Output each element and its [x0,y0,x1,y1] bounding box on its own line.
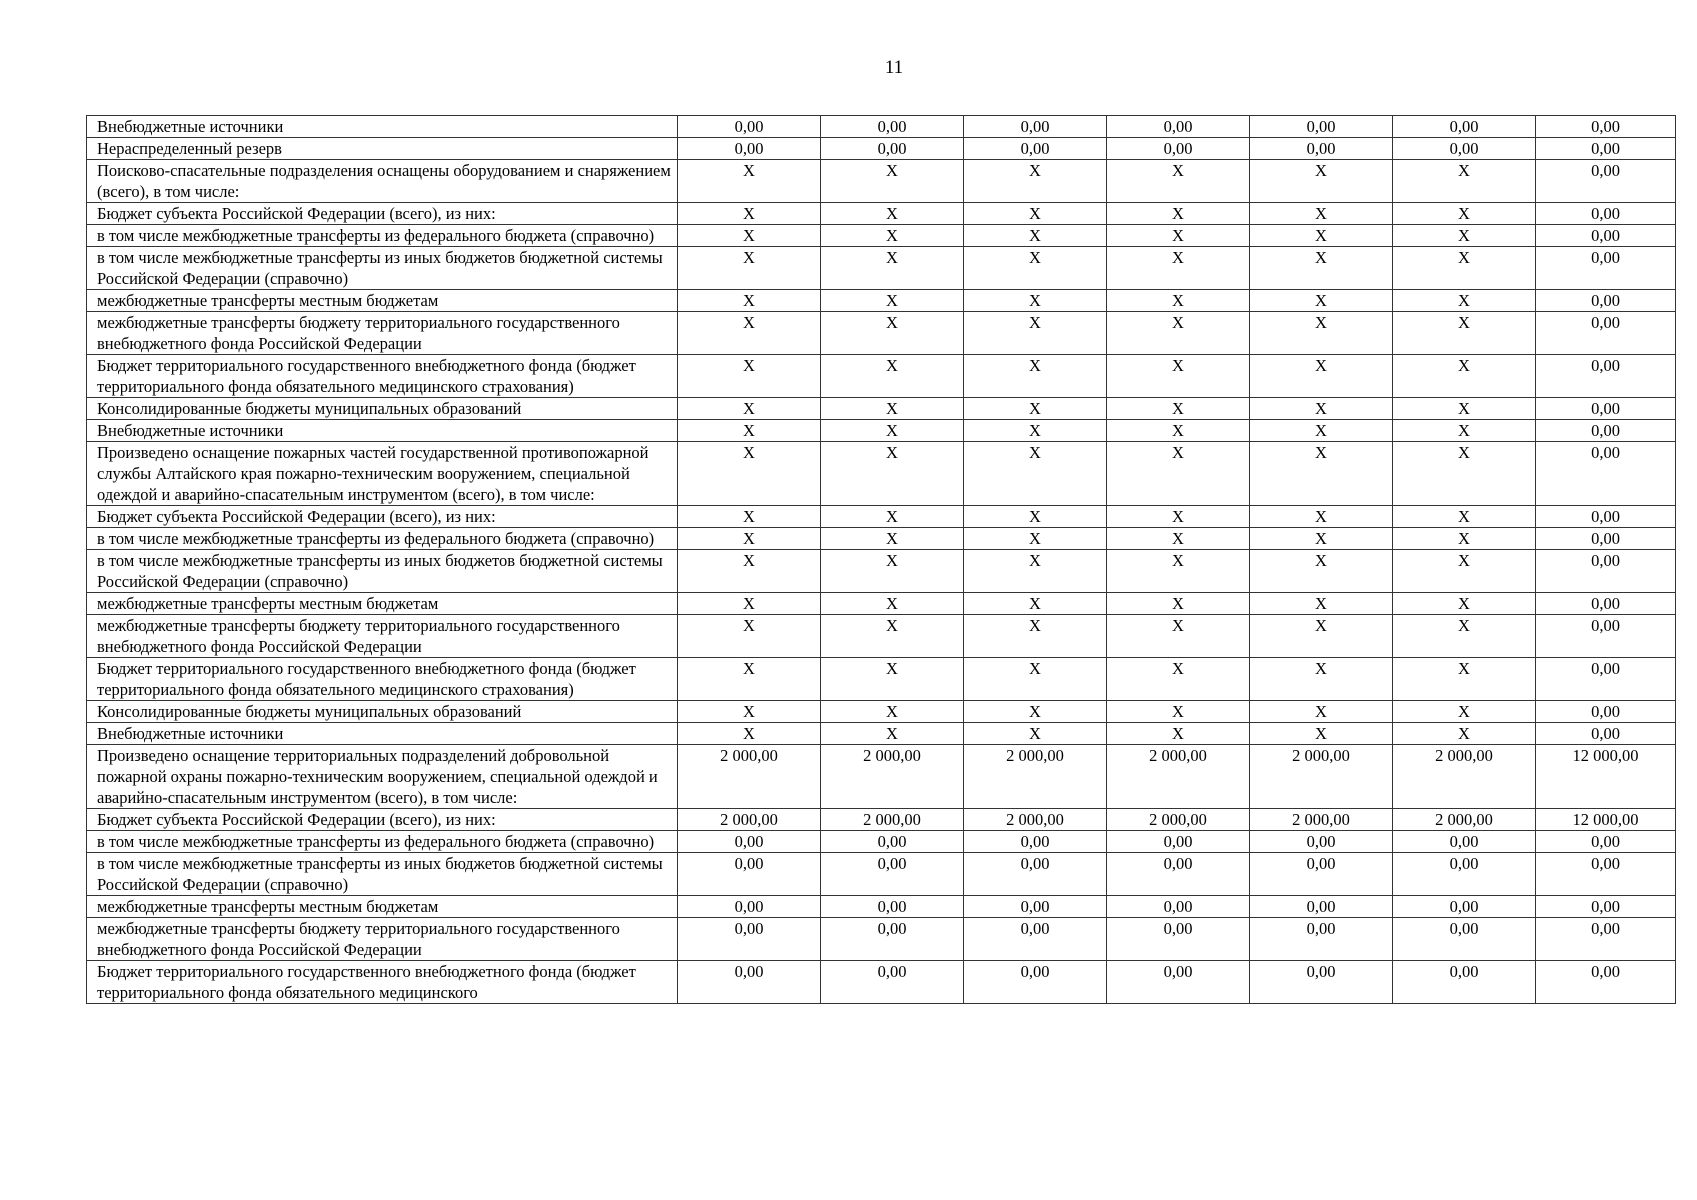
value-cell: X [1107,247,1250,290]
value-cell: 0,00 [1536,506,1676,528]
value-cell: X [964,398,1107,420]
value-cell: X [1250,355,1393,398]
value-cell: 0,00 [821,918,964,961]
value-cell: X [1107,420,1250,442]
value-cell: 0,00 [964,896,1107,918]
table-row [87,442,1676,506]
value-cell: 0,00 [821,961,964,1004]
value-cell: 2 000,00 [1393,745,1536,809]
value-cell: 2 000,00 [964,745,1107,809]
value-cell: X [1107,593,1250,615]
value-cell: 12 000,00 [1536,745,1676,809]
value-cell: X [821,203,964,225]
value-cell: 0,00 [1536,225,1676,247]
value-cell: X [1393,550,1536,593]
value-cell: 0,00 [821,831,964,853]
value-cell: X [821,506,964,528]
value-cell: 0,00 [1393,853,1536,896]
table-row [87,615,1676,658]
value-cell: 0,00 [1536,442,1676,506]
value-cell: X [1107,528,1250,550]
value-cell: 2 000,00 [821,745,964,809]
value-cell: 2 000,00 [964,809,1107,831]
value-cell: 0,00 [678,961,821,1004]
value-cell: 0,00 [964,138,1107,160]
value-cell: X [678,658,821,701]
value-cell: 0,00 [964,116,1107,138]
value-cell: X [678,442,821,506]
row-label: межбюджетные трансферты бюджету территориального государственного внебюджетного фонда Российской Федерации [87,918,678,961]
value-cell: X [1107,355,1250,398]
row-label: в том числе межбюджетные трансферты из федерального бюджета (справочно) [87,528,678,550]
value-cell: 0,00 [1536,961,1676,1004]
value-cell: 2 000,00 [1393,809,1536,831]
value-cell: X [821,247,964,290]
row-label: Внебюджетные источники [87,116,678,138]
value-cell: 0,00 [1536,550,1676,593]
value-cell: X [821,312,964,355]
value-cell: X [821,355,964,398]
value-cell: 2 000,00 [1107,809,1250,831]
value-cell: 0,00 [1393,896,1536,918]
value-cell: X [1250,658,1393,701]
value-cell: X [678,355,821,398]
value-cell: 0,00 [1393,138,1536,160]
value-cell: X [964,723,1107,745]
value-cell: X [964,550,1107,593]
value-cell: X [821,658,964,701]
table-row [87,203,1676,225]
row-label: Внебюджетные источники [87,723,678,745]
value-cell: X [964,442,1107,506]
value-cell: X [678,160,821,203]
value-cell: X [821,615,964,658]
table-row [87,528,1676,550]
table-row [87,831,1676,853]
value-cell: X [964,225,1107,247]
row-label: Бюджет субъекта Российской Федерации (всего), из них: [87,809,678,831]
value-cell: 0,00 [1536,355,1676,398]
table-body [87,116,1676,1004]
value-cell: X [678,312,821,355]
value-cell: X [1107,550,1250,593]
value-cell: 0,00 [1536,853,1676,896]
value-cell: X [1107,615,1250,658]
row-label: межбюджетные трансферты местным бюджетам [87,290,678,312]
value-cell: X [1393,225,1536,247]
value-cell: 0,00 [1250,116,1393,138]
value-cell: 0,00 [1536,896,1676,918]
value-cell: X [964,290,1107,312]
budget-table [86,115,1676,1004]
value-cell: X [1107,723,1250,745]
value-cell: 0,00 [678,853,821,896]
value-cell: 0,00 [678,918,821,961]
value-cell: X [678,290,821,312]
value-cell: X [1393,723,1536,745]
value-cell: 12 000,00 [1536,809,1676,831]
value-cell: 0,00 [1536,290,1676,312]
row-label: Бюджет территориального государственного внебюджетного фонда (бюджет территориального фонда обязательного медицинского страхования) [87,658,678,701]
table-row [87,290,1676,312]
value-cell: 0,00 [1393,918,1536,961]
row-label: Нераспределенный резерв [87,138,678,160]
row-label: Произведено оснащение пожарных частей государственной противопожарной службы Алтайского края пожарно-техническим вооружением, специальной одеждой и аварийно-спасательным инструментом (всего), в том числе: [87,442,678,506]
value-cell: 0,00 [1107,961,1250,1004]
value-cell: 0,00 [821,116,964,138]
value-cell: 0,00 [821,853,964,896]
row-label: в том числе межбюджетные трансферты из федерального бюджета (справочно) [87,831,678,853]
value-cell: X [1107,290,1250,312]
value-cell: X [1393,658,1536,701]
value-cell: X [1393,615,1536,658]
value-cell: 0,00 [678,116,821,138]
table-row [87,809,1676,831]
row-label: Внебюджетные источники [87,420,678,442]
value-cell: X [1107,160,1250,203]
value-cell: 0,00 [964,853,1107,896]
value-cell: 0,00 [1536,831,1676,853]
value-cell: X [678,398,821,420]
value-cell: X [1250,593,1393,615]
value-cell: X [1107,398,1250,420]
value-cell: 0,00 [1536,918,1676,961]
value-cell: X [1250,615,1393,658]
value-cell: 0,00 [1393,961,1536,1004]
value-cell: X [1250,723,1393,745]
table-row [87,593,1676,615]
value-cell: 0,00 [1536,203,1676,225]
value-cell: 0,00 [964,918,1107,961]
value-cell: 0,00 [1250,918,1393,961]
value-cell: 0,00 [678,831,821,853]
value-cell: 0,00 [964,831,1107,853]
table-row [87,853,1676,896]
value-cell: 0,00 [1536,420,1676,442]
value-cell: 0,00 [1250,961,1393,1004]
row-label: межбюджетные трансферты бюджету территориального государственного внебюджетного фонда Российской Федерации [87,615,678,658]
value-cell: X [1393,506,1536,528]
row-label: межбюджетные трансферты местным бюджетам [87,896,678,918]
value-cell: X [1107,658,1250,701]
value-cell: X [1107,442,1250,506]
row-label: Консолидированные бюджеты муниципальных образований [87,701,678,723]
value-cell: X [678,723,821,745]
table-row [87,420,1676,442]
value-cell: X [821,442,964,506]
value-cell: 0,00 [678,138,821,160]
value-cell: 0,00 [1393,831,1536,853]
table-row [87,658,1676,701]
value-cell: 0,00 [1536,312,1676,355]
value-cell: 0,00 [1536,116,1676,138]
value-cell: 0,00 [821,138,964,160]
table-row [87,550,1676,593]
table-row [87,723,1676,745]
value-cell: X [821,398,964,420]
value-cell: 2 000,00 [1250,745,1393,809]
value-cell: X [1250,247,1393,290]
value-cell: X [821,225,964,247]
value-cell: X [1250,550,1393,593]
value-cell: X [821,593,964,615]
value-cell: X [964,658,1107,701]
value-cell: X [1393,290,1536,312]
value-cell: X [964,160,1107,203]
value-cell: X [1250,528,1393,550]
value-cell: X [1393,593,1536,615]
value-cell: X [1250,442,1393,506]
value-cell: 0,00 [1536,701,1676,723]
value-cell: X [678,225,821,247]
value-cell: X [821,420,964,442]
table-row [87,160,1676,203]
value-cell: X [678,701,821,723]
table-row [87,918,1676,961]
value-cell: 0,00 [1536,398,1676,420]
value-cell: 0,00 [1107,853,1250,896]
value-cell: X [1393,355,1536,398]
table-row [87,506,1676,528]
value-cell: 0,00 [1250,853,1393,896]
value-cell: X [1393,247,1536,290]
row-label: Поисково-спасательные подразделения оснащены оборудованием и снаряжением (всего), в том числе: [87,160,678,203]
value-cell: X [1250,225,1393,247]
value-cell: 0,00 [1536,658,1676,701]
table-row [87,745,1676,809]
value-cell: X [964,506,1107,528]
value-cell: 0,00 [1536,138,1676,160]
value-cell: X [1250,701,1393,723]
row-label: Консолидированные бюджеты муниципальных образований [87,398,678,420]
value-cell: 0,00 [1393,116,1536,138]
value-cell: X [1393,701,1536,723]
table-row [87,225,1676,247]
table-row [87,116,1676,138]
table-row [87,138,1676,160]
row-label: межбюджетные трансферты местным бюджетам [87,593,678,615]
value-cell: X [678,550,821,593]
value-cell: 0,00 [1536,160,1676,203]
row-label: Произведено оснащение территориальных подразделений добровольной пожарной охраны пожарно-техническим вооружением, специальной одеждой и аварийно-спасательным инструментом (всего), в том числе: [87,745,678,809]
value-cell: X [964,701,1107,723]
value-cell: X [964,203,1107,225]
value-cell: 0,00 [1536,723,1676,745]
value-cell: 0,00 [1536,528,1676,550]
value-cell: 0,00 [1250,138,1393,160]
value-cell: 0,00 [1536,615,1676,658]
value-cell: 0,00 [1250,831,1393,853]
value-cell: X [821,550,964,593]
row-label: Бюджет субъекта Российской Федерации (всего), из них: [87,203,678,225]
row-label: в том числе межбюджетные трансферты из иных бюджетов бюджетной системы Российской Федерации (справочно) [87,550,678,593]
value-cell: X [964,355,1107,398]
value-cell: X [1107,225,1250,247]
value-cell: X [1393,420,1536,442]
value-cell: 2 000,00 [678,809,821,831]
value-cell: X [1393,398,1536,420]
value-cell: X [678,593,821,615]
row-label: в том числе межбюджетные трансферты из иных бюджетов бюджетной системы Российской Федерации (справочно) [87,853,678,896]
table-row [87,355,1676,398]
table-row [87,398,1676,420]
page-number: 11 [884,57,904,78]
value-cell: X [1107,506,1250,528]
value-cell: 0,00 [821,896,964,918]
value-cell: X [1393,442,1536,506]
value-cell: X [964,528,1107,550]
value-cell: X [1250,160,1393,203]
table-row [87,961,1676,1004]
value-cell: X [678,506,821,528]
value-cell: X [1393,528,1536,550]
value-cell: X [821,528,964,550]
value-cell: X [678,615,821,658]
value-cell: 0,00 [1107,831,1250,853]
value-cell: 0,00 [1107,138,1250,160]
value-cell: 2 000,00 [678,745,821,809]
row-label: в том числе межбюджетные трансферты из иных бюджетов бюджетной системы Российской Федерации (справочно) [87,247,678,290]
value-cell: X [964,420,1107,442]
table-row [87,896,1676,918]
value-cell: X [678,528,821,550]
value-cell: X [1250,420,1393,442]
row-label: Бюджет территориального государственного внебюджетного фонда (бюджет территориального фонда обязательного медицинского [87,961,678,1004]
value-cell: X [1393,160,1536,203]
value-cell: 0,00 [964,961,1107,1004]
value-cell: X [1250,312,1393,355]
value-cell: X [821,701,964,723]
value-cell: 0,00 [678,896,821,918]
table-row [87,312,1676,355]
value-cell: X [1250,290,1393,312]
value-cell: 2 000,00 [821,809,964,831]
value-cell: X [1393,312,1536,355]
value-cell: X [1393,203,1536,225]
value-cell: 0,00 [1250,896,1393,918]
value-cell: X [964,312,1107,355]
value-cell: 0,00 [1107,896,1250,918]
row-label: Бюджет субъекта Российской Федерации (всего), из них: [87,506,678,528]
value-cell: X [1250,506,1393,528]
row-label: межбюджетные трансферты бюджету территориального государственного внебюджетного фонда Российской Федерации [87,312,678,355]
value-cell: X [678,203,821,225]
value-cell: X [964,593,1107,615]
value-cell: 0,00 [1107,918,1250,961]
value-cell: X [1250,398,1393,420]
value-cell: X [821,723,964,745]
value-cell: X [1107,203,1250,225]
value-cell: X [678,247,821,290]
value-cell: X [1250,203,1393,225]
row-label: Бюджет территориального государственного внебюджетного фонда (бюджет территориального фонда обязательного медицинского страхования) [87,355,678,398]
value-cell: X [1107,312,1250,355]
value-cell: X [964,615,1107,658]
value-cell: 0,00 [1107,116,1250,138]
value-cell: X [678,420,821,442]
value-cell: 0,00 [1536,593,1676,615]
row-label: в том числе межбюджетные трансферты из федерального бюджета (справочно) [87,225,678,247]
value-cell: X [964,247,1107,290]
value-cell: X [1107,701,1250,723]
table-row [87,247,1676,290]
value-cell: 0,00 [1536,247,1676,290]
table-row [87,701,1676,723]
value-cell: 2 000,00 [1250,809,1393,831]
value-cell: X [821,160,964,203]
value-cell: X [821,290,964,312]
value-cell: 2 000,00 [1107,745,1250,809]
